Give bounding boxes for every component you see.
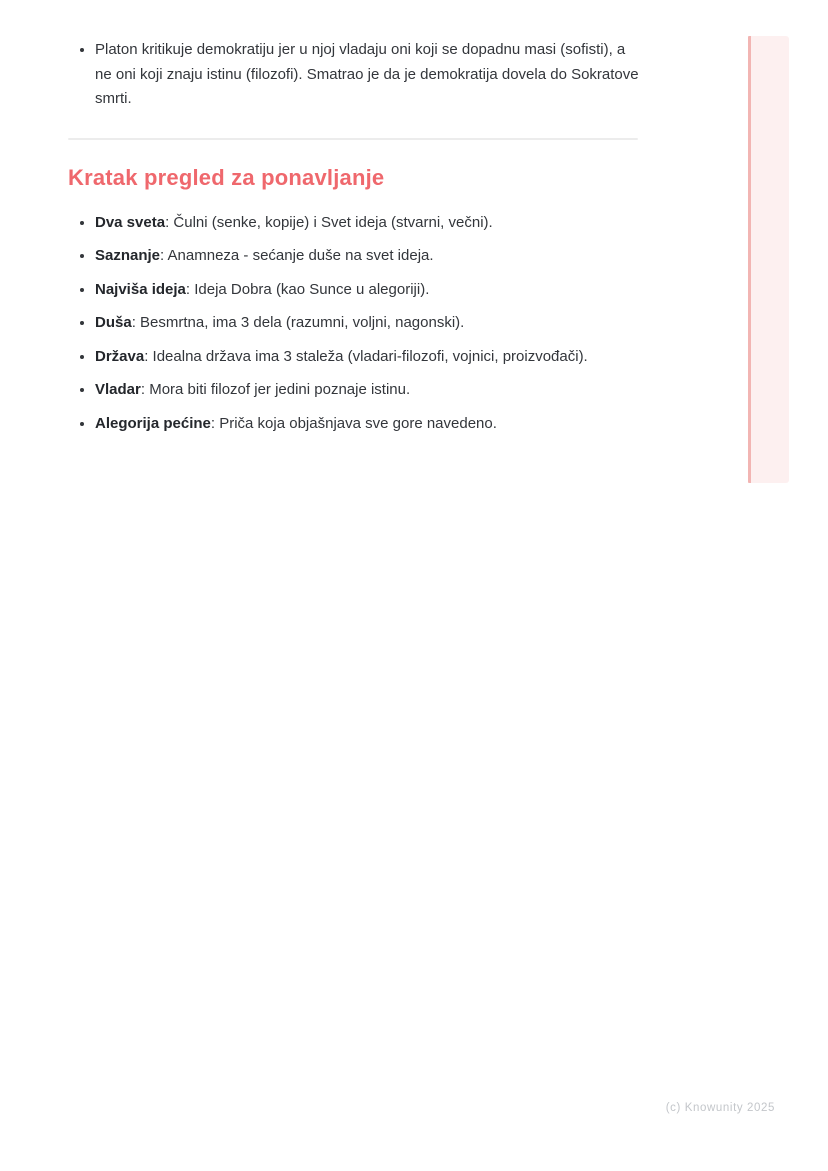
summary-description: : Priča koja objašnjava sve gore navedeno. bbox=[210, 414, 497, 432]
summary-description: : Čulni (senke, kopije) i Svet ideja (stvarni, večni). bbox=[165, 213, 493, 231]
highlight-strip bbox=[748, 36, 789, 483]
summary-term: Dva sveta bbox=[95, 213, 166, 231]
summary-description: : Ideja Dobra (kao Sunce u alegoriji). bbox=[185, 280, 430, 298]
summary-list-item bbox=[95, 312, 643, 333]
footer-copyright: (c) Knowunity 2025 bbox=[665, 1102, 775, 1114]
section-divider bbox=[68, 138, 638, 140]
summary-description: : Mora biti filozof jer jedini poznaje istinu. bbox=[140, 381, 411, 399]
intro-bullet-list bbox=[68, 38, 643, 112]
summary-list bbox=[68, 212, 643, 434]
summary-term: Država bbox=[95, 347, 145, 365]
summary-term: Najviša ideja bbox=[95, 280, 186, 298]
summary-list-item bbox=[95, 346, 643, 367]
summary-list-item bbox=[95, 413, 643, 434]
summary-list-item bbox=[95, 279, 643, 300]
summary-term: Saznanje bbox=[95, 247, 161, 265]
summary-description: : Anamneza - sećanje duše na svet ideja. bbox=[160, 247, 434, 265]
intro-bullet-item: • Platon kritikuje demokratiju jer u njoj vladaju oni koji se dopadnu masi (sofisti), a ne oni koji znaju istinu (filozofi). Smatrao je da je demokratija dovela do Sokratove smrti. bbox=[95, 38, 643, 112]
summary-description: : Idealna država ima 3 staleža (vladari-filozofi, vojnici, proizvođači). bbox=[144, 347, 588, 365]
summary-list-item bbox=[95, 245, 643, 266]
summary-term: Alegorija pećine bbox=[95, 414, 211, 432]
page-content bbox=[68, 0, 643, 446]
summary-term: Duša bbox=[95, 314, 132, 332]
summary-description: : Besmrtna, ima 3 dela (razumni, voljni, nagonski). bbox=[131, 314, 465, 332]
summary-list-item bbox=[95, 379, 643, 400]
summary-list-item bbox=[95, 212, 643, 233]
section-heading: Kratak pregled za ponavljanje bbox=[68, 164, 385, 190]
summary-term: Vladar bbox=[95, 381, 141, 399]
